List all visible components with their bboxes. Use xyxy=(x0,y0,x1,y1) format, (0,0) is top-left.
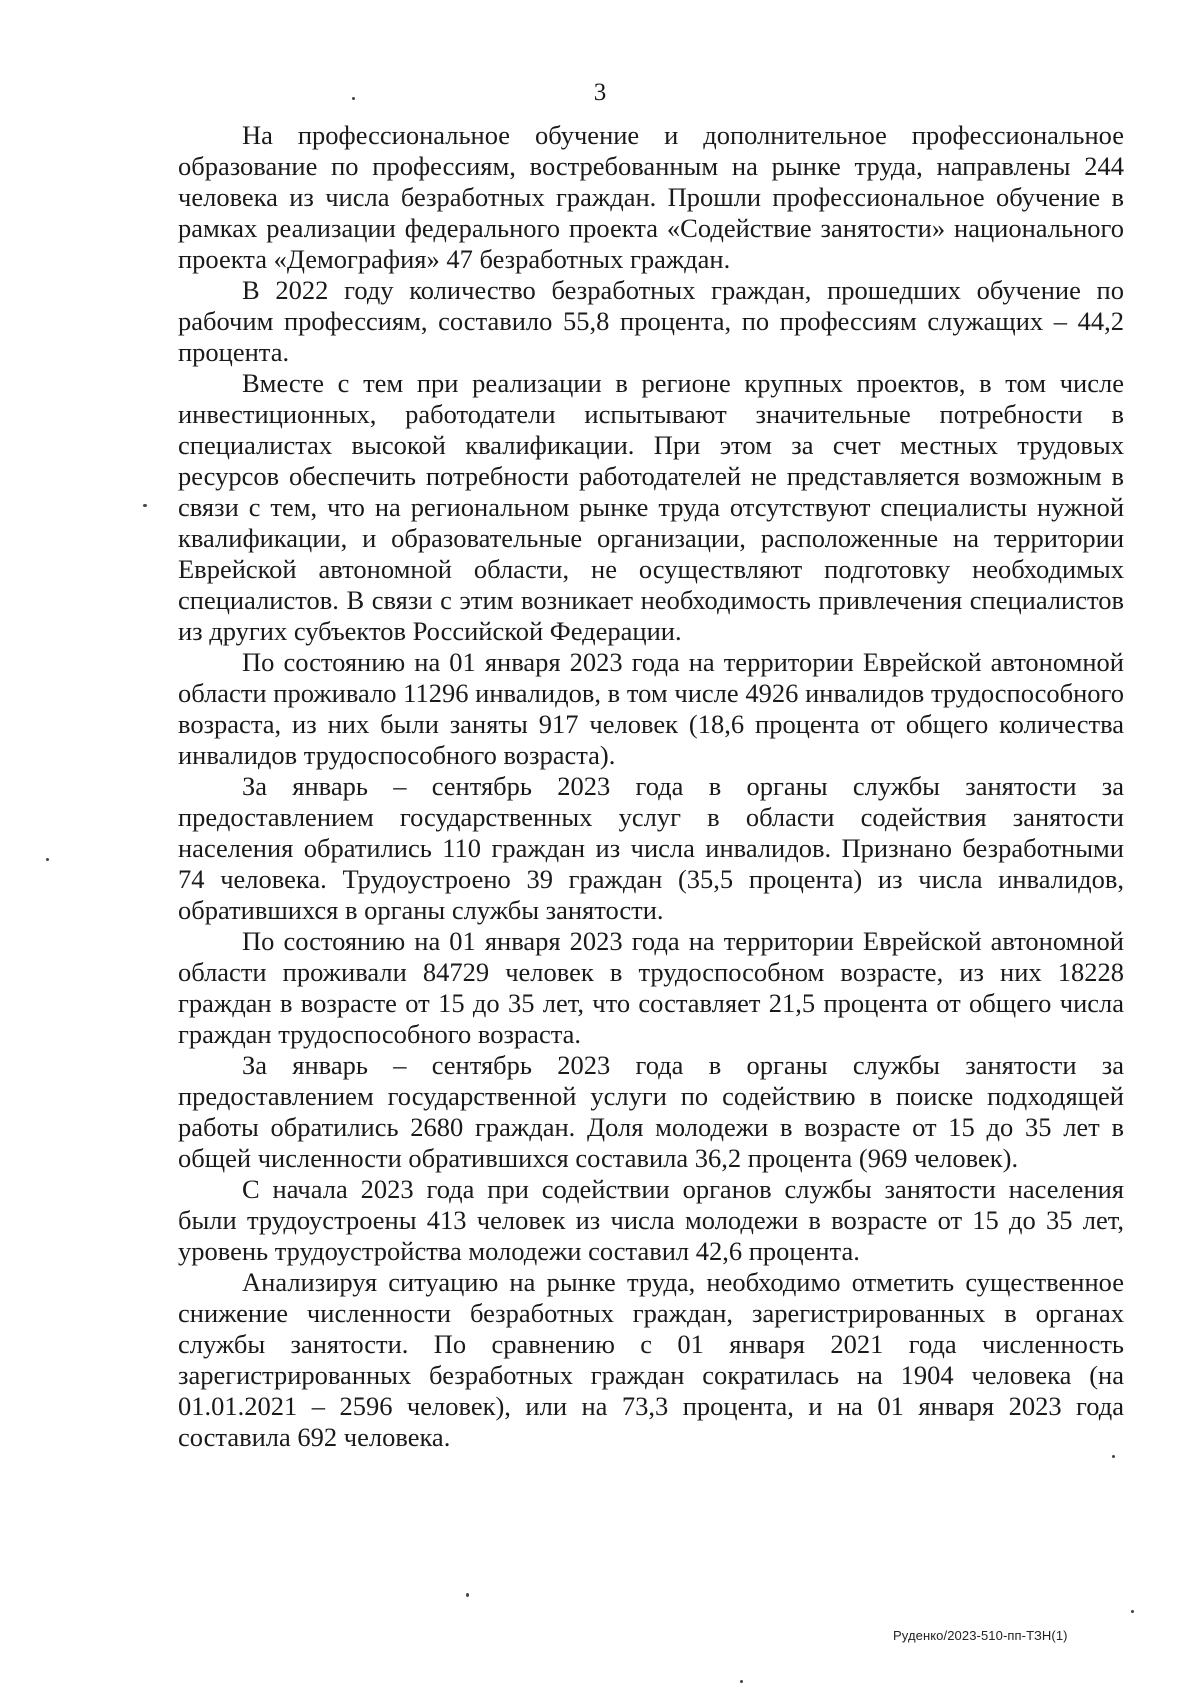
paragraph-vocational-training: На профессиональное обучение и дополнительное профессиональное образование по профессиям, востребованным на рынке труда, направлены 244 человека из числа безработных граждан. Прошли профессиональное обучение в рамках реализации федерального проекта «Содействие занятости» национального проекта «Демография» 47 безработных граждан. xyxy=(178,120,1124,274)
paragraph-training-2022: В 2022 году количество безработных граждан, прошедших обучение по рабочим профессиям, составило 55,8 процента, по профессиям служащих – 44,2 процента. xyxy=(178,275,1124,367)
scan-speck xyxy=(143,504,147,507)
paragraph-specialist-demand: Вместе с тем при реализации в регионе крупных проектов, в том числе инвестиционных, работодатели испытывают значительные потребности в специалистах высокой квалификации. При этом за счет местных трудовых ресурсов обеспечить потребности работодателей не представляется возможным в связи с тем, что на региональном рынке труда отсутствуют специалисты нужной квалификации, и образовательные организации, расположенные на территории Еврейской автономной области, не осуществляют подготовку необходимых специалистов. В связи с этим возникает необходимость привлечения специалистов из других субъектов Российской Федерации. xyxy=(178,368,1124,646)
scan-speck xyxy=(1112,1455,1115,1458)
scan-speck xyxy=(1131,1610,1134,1613)
paragraph-working-age-population: По состоянию на 01 января 2023 года на территории Еврейской автономной области проживали 84729 человек в трудоспособном возрасте, из них 18228 граждан в возрасте от 15 до 35 лет, что составляет 21,5 процента от общего числа граждан трудоспособного возраста. xyxy=(178,926,1124,1049)
scan-speck xyxy=(740,1680,743,1683)
scan-speck xyxy=(46,858,49,861)
document-body xyxy=(178,120,1124,1453)
page-number: 3 xyxy=(593,79,607,106)
document-reference-code: Руденко/2023-510-пп-ТЗН(1) xyxy=(893,1628,1068,1643)
scan-speck xyxy=(352,97,355,100)
scan-speck xyxy=(466,1593,469,1597)
paragraph-disabled-employment-services: За январь – сентябрь 2023 года в органы службы занятости за предоставлением государственных услуг в области содействия занятости населения обратились 110 граждан из числа инвалидов. Признано безработными 74 человека. Трудоустроено 39 граждан (35,5 процента) из числа инвалидов, обратившихся в органы службы занятости. xyxy=(178,771,1124,925)
paragraph-youth-applications: За январь – сентябрь 2023 года в органы службы занятости за предоставлением государственной услуги по содействию в поиске подходящей работы обратились 2680 граждан. Доля молодежи в возрасте от 15 до 35 лет в общей численности обратившихся составила 36,2 процента (969 человек). xyxy=(178,1050,1124,1173)
paragraph-youth-employment: С начала 2023 года при содействии органов службы занятости населения были трудоустроены 413 человек из числа молодежи в возрасте от 15 до 35 лет, уровень трудоустройства молодежи составил 42,6 процента. xyxy=(178,1174,1124,1266)
paragraph-unemployment-decline: Анализируя ситуацию на рынке труда, необходимо отметить существенное снижение численности безработных граждан, зарегистрированных в органах службы занятости. По сравнению с 01 января 2021 года численность зарегистрированных безработных граждан сократилась на 1904 человека (на 01.01.2021 – 2596 человек), или на 73,3 процента, и на 01 января 2023 года составила 692 человека. xyxy=(178,1267,1124,1452)
paragraph-disabled-population: По состоянию на 01 января 2023 года на территории Еврейской автономной области проживало 11296 инвалидов, в том числе 4926 инвалидов трудоспособного возраста, из них были заняты 917 человек (18,6 процента от общего количества инвалидов трудоспособного возраста). xyxy=(178,647,1124,770)
